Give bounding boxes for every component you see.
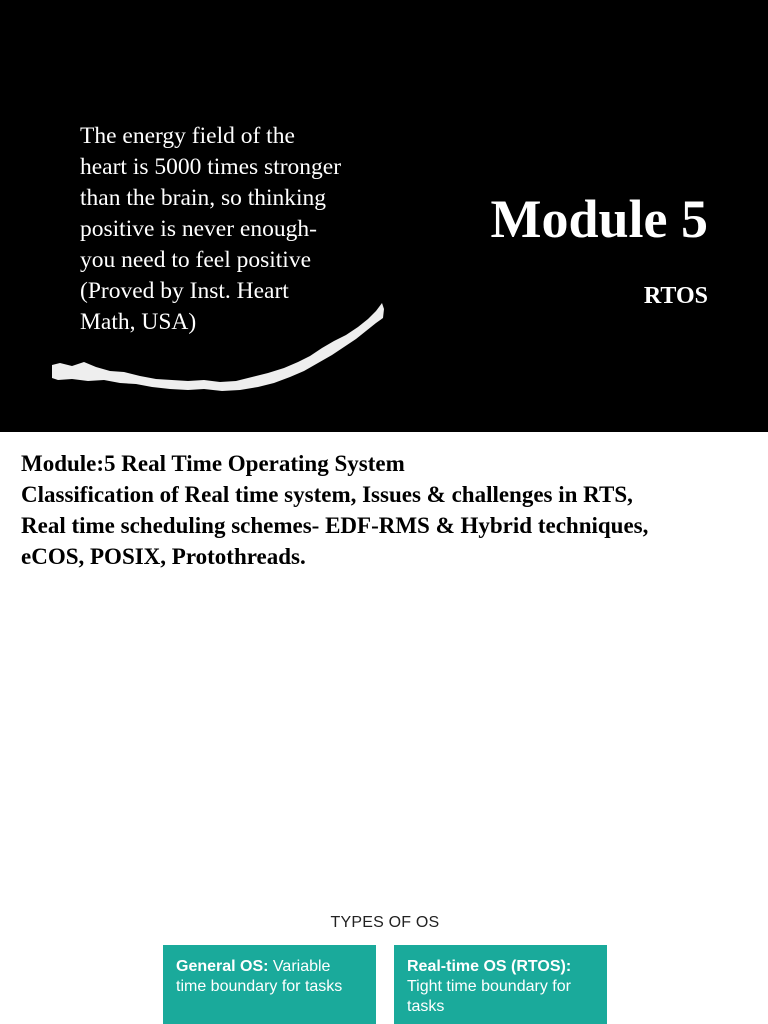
quote-line: positive is never enough- [80, 216, 317, 242]
types-of-os-heading: TYPES OF OS [330, 914, 440, 931]
syllabus-heading: Module:5 Real Time Operating System [21, 451, 405, 476]
general-os-card [163, 945, 376, 1024]
card-text: Variable time boundary for tasks [176, 958, 343, 995]
card-label: Real-time OS (RTOS): [407, 958, 572, 975]
syllabus-line: Real time scheduling schemes- EDF-RMS & Hybrid techniques, [21, 513, 649, 538]
syllabus-line: eCOS, POSIX, Protothreads. [21, 544, 306, 569]
quote-line: than the brain, so thinking [80, 185, 327, 211]
card-label: General OS: [176, 958, 269, 975]
syllabus-text [21, 448, 721, 572]
quote-line: The energy field of the [80, 123, 295, 149]
quote-line: Math, USA) [80, 309, 197, 335]
title-banner [0, 0, 768, 432]
syllabus-line: Classification of Real time system, Issues & challenges in RTS, [21, 482, 633, 507]
module-title: Module 5 [490, 189, 708, 249]
card-text: Tight time boundary for tasks [407, 978, 571, 1015]
quote-line: you need to feel positive [80, 247, 312, 273]
rtos-card [394, 945, 607, 1024]
quote-line: (Proved by Inst. Heart [80, 278, 289, 304]
quote-line: heart is 5000 times stronger [80, 154, 342, 180]
module-subtitle: RTOS [643, 283, 708, 309]
